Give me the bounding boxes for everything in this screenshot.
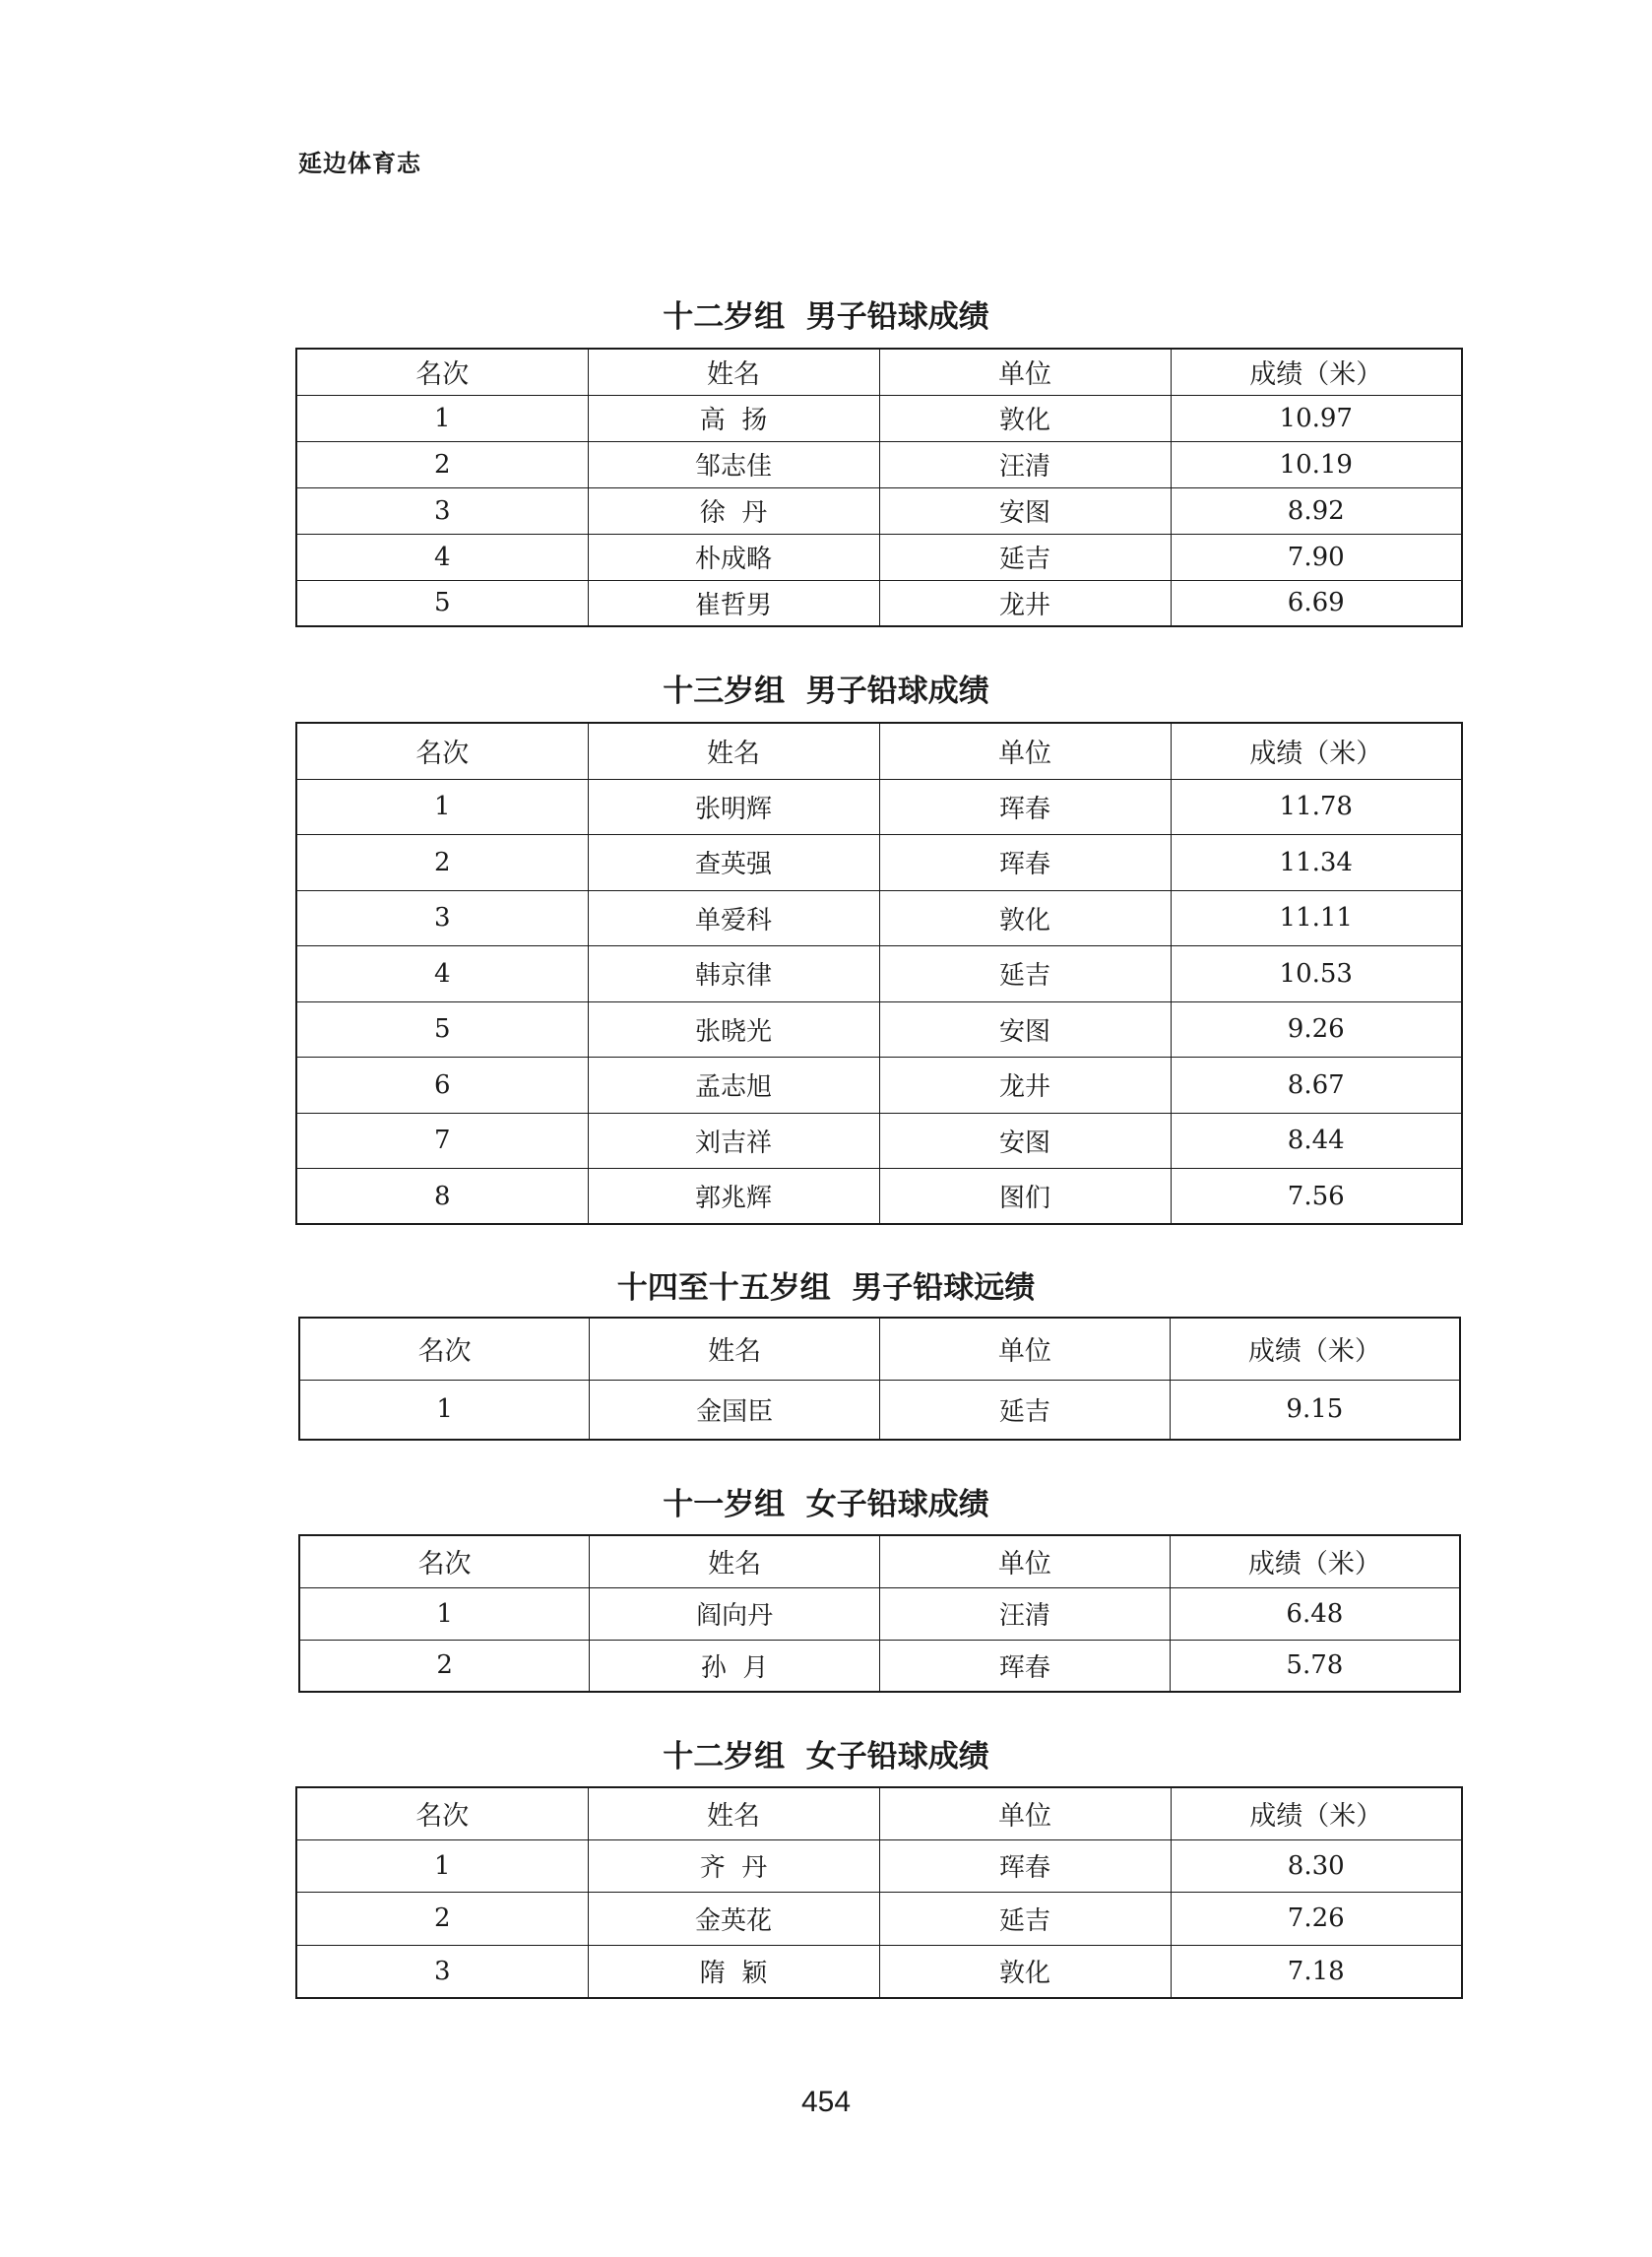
- unit-cell: 敦化: [879, 395, 1171, 441]
- result-cell: 10.97: [1171, 395, 1462, 441]
- results-table: [295, 722, 1463, 1225]
- rank-cell: 3: [296, 487, 588, 534]
- book-title: 延边体育志: [298, 150, 421, 177]
- table-row: [296, 1058, 1462, 1114]
- rank-cell: 4: [296, 946, 588, 1002]
- section-title: 十四至十五岁组 男子铅球远绩: [616, 1270, 1036, 1306]
- column-header: 单位: [879, 1787, 1171, 1839]
- table-row: [296, 534, 1462, 580]
- result-cell: 7.90: [1171, 534, 1462, 580]
- column-header: 姓名: [590, 1318, 880, 1380]
- name-cell: 隋 颖: [588, 1945, 879, 1998]
- name-cell: 阎向丹: [590, 1587, 880, 1640]
- name-cell: 单爱科: [588, 890, 879, 946]
- unit-cell: 安图: [879, 1001, 1171, 1058]
- result-cell: 8.67: [1171, 1058, 1462, 1114]
- table-row: [299, 1640, 1460, 1692]
- column-header: 成绩（米）: [1170, 1318, 1460, 1380]
- rank-cell: 7: [296, 1113, 588, 1169]
- column-header: 姓名: [588, 723, 879, 779]
- table-row: [296, 1893, 1462, 1946]
- unit-cell: 龙井: [879, 580, 1171, 626]
- name-cell: 金英花: [588, 1893, 879, 1946]
- rank-cell: 2: [299, 1640, 590, 1692]
- page-number: 454: [800, 2086, 852, 2118]
- unit-cell: 敦化: [879, 1945, 1171, 1998]
- column-header: 成绩（米）: [1171, 349, 1462, 395]
- unit-cell: 安图: [879, 487, 1171, 534]
- rank-cell: 5: [296, 580, 588, 626]
- table-header-row: [299, 1318, 1460, 1380]
- unit-cell: 延吉: [879, 946, 1171, 1002]
- table-row: [296, 946, 1462, 1002]
- unit-cell: 安图: [879, 1113, 1171, 1169]
- column-header: 名次: [296, 349, 588, 395]
- name-cell: 查英强: [588, 835, 879, 891]
- unit-cell: 珲春: [879, 835, 1171, 891]
- name-cell: 崔哲男: [588, 580, 879, 626]
- unit-cell: 图们: [879, 1169, 1171, 1225]
- rank-cell: 3: [296, 1945, 588, 1998]
- result-cell: 11.34: [1171, 835, 1462, 891]
- table-header-row: [296, 1787, 1462, 1839]
- name-cell: 金国臣: [590, 1380, 880, 1440]
- table-row: [296, 890, 1462, 946]
- rank-cell: 1: [296, 395, 588, 441]
- table-row: [296, 1001, 1462, 1058]
- column-header: 成绩（米）: [1170, 1535, 1460, 1587]
- unit-cell: 延吉: [880, 1380, 1171, 1440]
- column-header: 姓名: [590, 1535, 880, 1587]
- result-cell: 10.19: [1171, 441, 1462, 487]
- rank-cell: 2: [296, 441, 588, 487]
- results-table: [295, 348, 1463, 627]
- result-cell: 7.26: [1171, 1893, 1462, 1946]
- name-cell: 徐 丹: [588, 487, 879, 534]
- column-header: 姓名: [588, 1787, 879, 1839]
- rank-cell: 8: [296, 1169, 588, 1225]
- result-cell: 5.78: [1170, 1640, 1460, 1692]
- name-cell: 朴成略: [588, 534, 879, 580]
- result-cell: 7.56: [1171, 1169, 1462, 1225]
- rank-cell: 1: [296, 779, 588, 835]
- rank-cell: 4: [296, 534, 588, 580]
- rank-cell: 1: [296, 1839, 588, 1893]
- unit-cell: 珲春: [880, 1640, 1171, 1692]
- column-header: 名次: [296, 723, 588, 779]
- name-cell: 张晓光: [588, 1001, 879, 1058]
- name-cell: 郭兆辉: [588, 1169, 879, 1225]
- table-row: [296, 580, 1462, 626]
- table-row: [296, 779, 1462, 835]
- table-header-row: [296, 723, 1462, 779]
- name-cell: 张明辉: [588, 779, 879, 835]
- table-row: [296, 487, 1462, 534]
- name-cell: 齐 丹: [588, 1839, 879, 1893]
- column-header: 单位: [879, 349, 1171, 395]
- column-header: 姓名: [588, 349, 879, 395]
- result-cell: 9.15: [1170, 1380, 1460, 1440]
- results-table: [298, 1317, 1461, 1441]
- table-row: [296, 395, 1462, 441]
- unit-cell: 汪清: [880, 1587, 1171, 1640]
- section-title: 十二岁组 男子铅球成绩: [663, 299, 989, 335]
- rank-cell: 2: [296, 1893, 588, 1946]
- section-title: 十三岁组 男子铅球成绩: [663, 674, 989, 709]
- result-cell: 11.11: [1171, 890, 1462, 946]
- result-cell: 11.78: [1171, 779, 1462, 835]
- section-title: 十一岁组 女子铅球成绩: [663, 1487, 989, 1522]
- unit-cell: 珲春: [879, 1839, 1171, 1893]
- rank-cell: 6: [296, 1058, 588, 1114]
- results-table: [298, 1534, 1461, 1693]
- unit-cell: 延吉: [879, 534, 1171, 580]
- result-cell: 8.44: [1171, 1113, 1462, 1169]
- table-row: [296, 1169, 1462, 1225]
- column-header: 单位: [880, 1318, 1171, 1380]
- rank-cell: 3: [296, 890, 588, 946]
- unit-cell: 龙井: [879, 1058, 1171, 1114]
- result-cell: 6.69: [1171, 580, 1462, 626]
- result-cell: 6.48: [1170, 1587, 1460, 1640]
- column-header: 成绩（米）: [1171, 1787, 1462, 1839]
- table-row: [296, 1839, 1462, 1893]
- name-cell: 邹志佳: [588, 441, 879, 487]
- column-header: 单位: [880, 1535, 1171, 1587]
- name-cell: 孙 月: [590, 1640, 880, 1692]
- unit-cell: 延吉: [879, 1893, 1171, 1946]
- unit-cell: 珲春: [879, 779, 1171, 835]
- table-row: [296, 835, 1462, 891]
- table-row: [299, 1380, 1460, 1440]
- name-cell: 韩京律: [588, 946, 879, 1002]
- result-cell: 8.92: [1171, 487, 1462, 534]
- section-title: 十二岁组 女子铅球成绩: [663, 1739, 989, 1774]
- result-cell: 8.30: [1171, 1839, 1462, 1893]
- rank-cell: 2: [296, 835, 588, 891]
- name-cell: 高 扬: [588, 395, 879, 441]
- result-cell: 10.53: [1171, 946, 1462, 1002]
- unit-cell: 敦化: [879, 890, 1171, 946]
- rank-cell: 5: [296, 1001, 588, 1058]
- result-cell: 9.26: [1171, 1001, 1462, 1058]
- name-cell: 刘吉祥: [588, 1113, 879, 1169]
- table-row: [296, 1113, 1462, 1169]
- table-header-row: [299, 1535, 1460, 1587]
- column-header: 名次: [299, 1535, 590, 1587]
- column-header: 名次: [299, 1318, 590, 1380]
- rank-cell: 1: [299, 1380, 590, 1440]
- column-header: 名次: [296, 1787, 588, 1839]
- column-header: 成绩（米）: [1171, 723, 1462, 779]
- table-header-row: [296, 349, 1462, 395]
- table-row: [296, 1945, 1462, 1998]
- results-table: [295, 1786, 1463, 1999]
- result-cell: 7.18: [1171, 1945, 1462, 1998]
- column-header: 单位: [879, 723, 1171, 779]
- table-row: [299, 1587, 1460, 1640]
- unit-cell: 汪清: [879, 441, 1171, 487]
- table-row: [296, 441, 1462, 487]
- name-cell: 孟志旭: [588, 1058, 879, 1114]
- rank-cell: 1: [299, 1587, 590, 1640]
